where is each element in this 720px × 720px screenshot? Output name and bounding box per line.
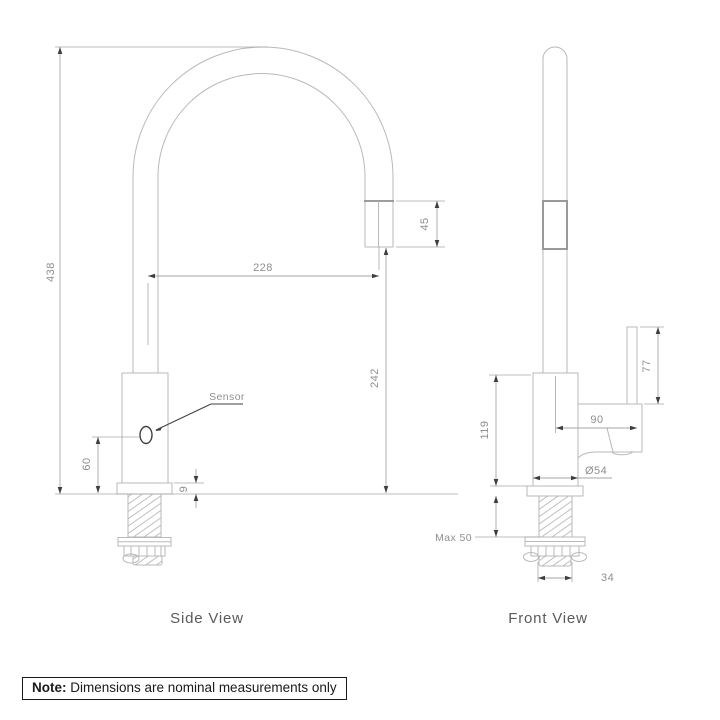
dim-label-228: 228 [253,262,273,274]
side-spray-head [364,201,394,247]
front-riser-tube [543,47,567,373]
sensor-label: Sensor [209,391,245,403]
dim-label-9: 9 [178,485,190,493]
dim-base-plate [174,469,204,508]
side-view-label: Side View [170,610,244,627]
front-view [435,47,664,627]
dim-overall-height [45,47,62,494]
dim-body-height [479,375,531,486]
dim-max-counter [435,496,541,544]
dim-label-242: 242 [369,368,381,388]
note-prefix: Note: [32,680,67,695]
dim-label-45: 45 [419,217,431,231]
dim-label-60: 60 [81,457,93,471]
dim-label-438: 438 [45,262,57,282]
dim-label-77: 77 [641,359,653,373]
front-base-flange [527,486,583,496]
sensor-window [140,427,152,444]
front-fixing-kit [524,537,587,566]
side-threaded-shank [128,494,161,537]
front-threaded-shank [539,496,572,537]
dim-label-max50: Max 50 [435,532,472,544]
side-gooseneck-spout [133,47,393,373]
dim-label-119: 119 [479,420,491,440]
front-view-label: Front View [508,610,588,627]
dim-spout-tip [396,201,445,247]
side-base-flange [117,483,172,494]
dim-handle-reach [556,414,637,430]
dim-label-34: 34 [601,572,615,584]
side-fixing-kit [118,538,171,566]
front-handle-lever [627,327,637,404]
dim-handle-height [640,327,664,404]
note-text: Dimensions are nominal measurements only [66,680,337,695]
front-handle-arm [578,404,642,458]
side-view [45,47,458,627]
front-spray-head [543,201,567,249]
dim-spout-reach [148,247,379,345]
dim-spout-clearance [369,248,388,493]
dim-body-diameter [533,465,612,480]
dim-label-d54: Ø54 [585,465,608,477]
note-box [22,677,347,700]
dim-label-90: 90 [590,414,604,426]
dim-sensor-height [81,437,139,493]
